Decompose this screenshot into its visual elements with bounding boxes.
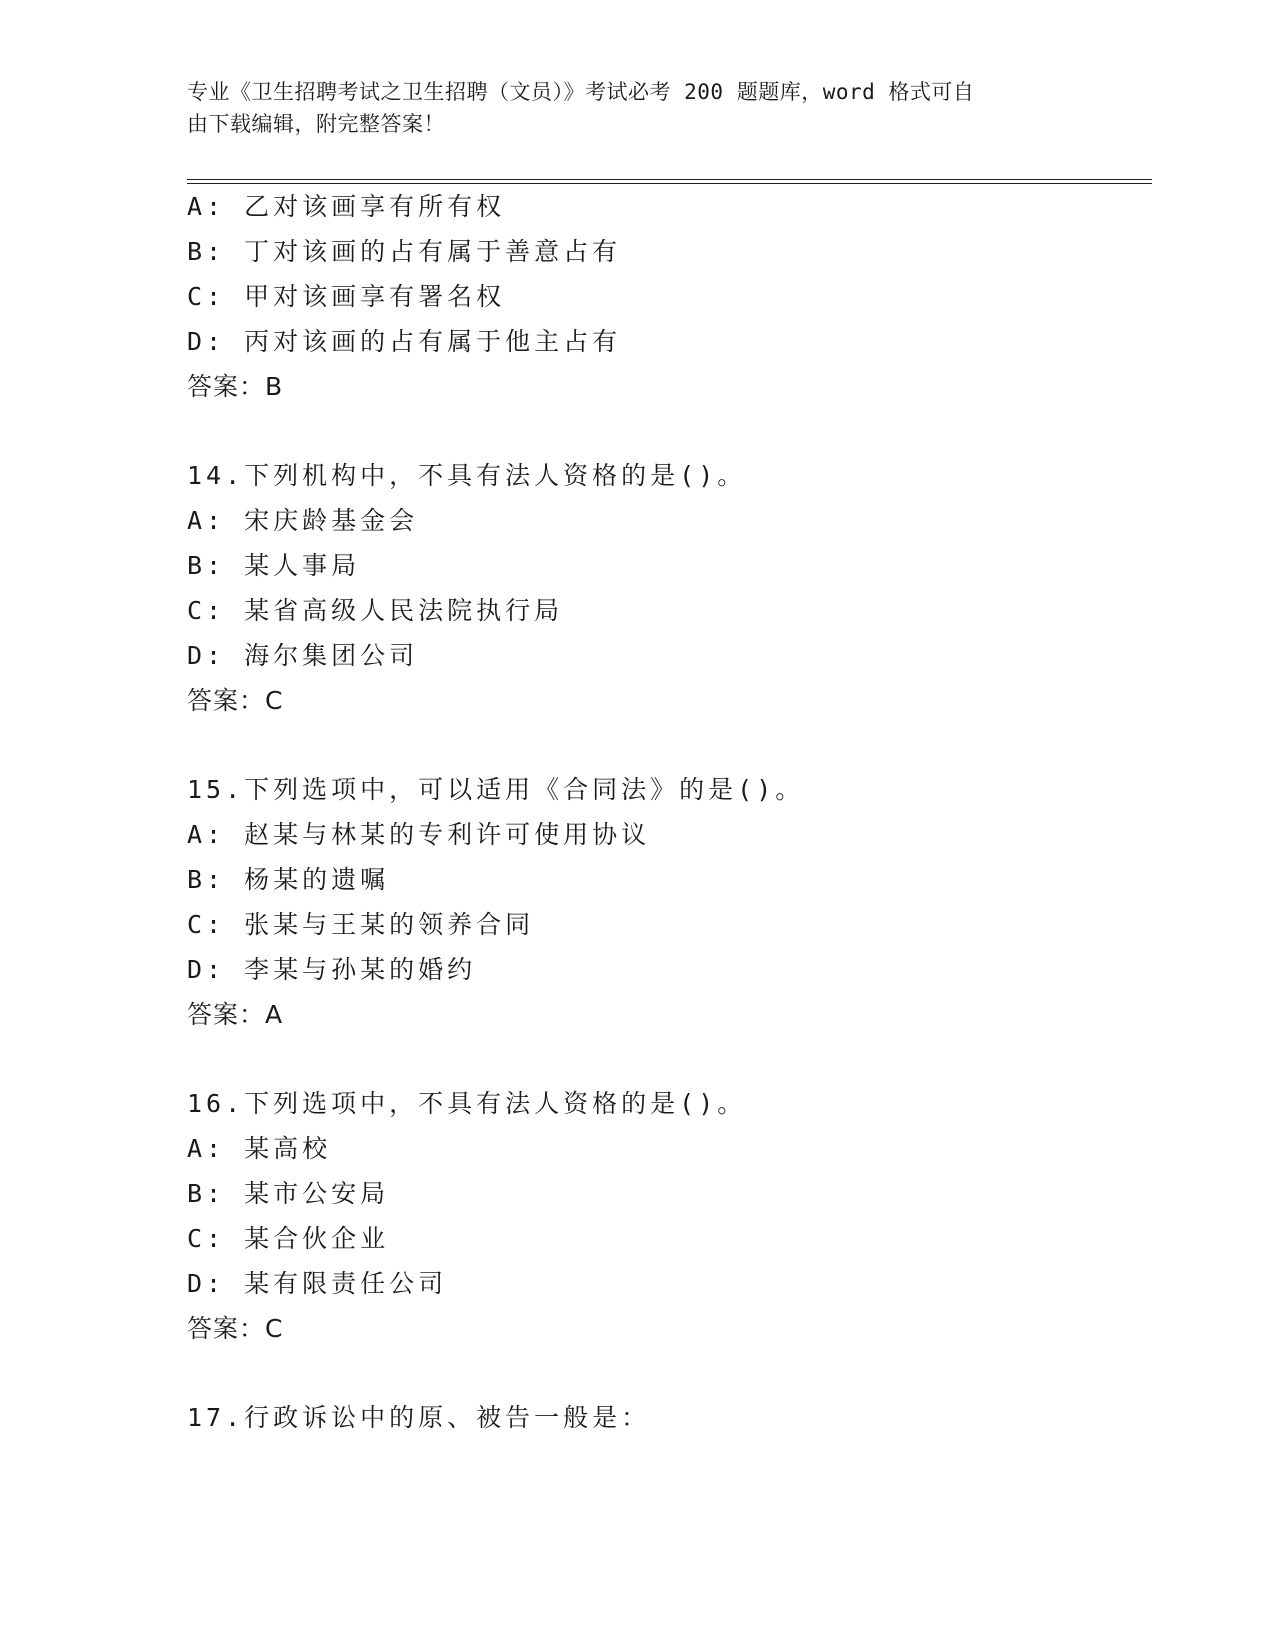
q13-option-d: D: 丙对该画的占有属于他主占有 [187,327,622,356]
q14-option-c: C: 某省高级人民法院执行局 [187,596,564,625]
q15-question: 15.下列选项中，可以适用《合同法》的是()。 [187,775,805,804]
q16-option-a: A: 某高校 [187,1134,332,1163]
q16-option-b: B: 某市公安局 [187,1179,390,1208]
q13-option-a: A: 乙对该画享有所有权 [187,192,506,221]
q16-question: 16.下列选项中，不具有法人资格的是()。 [187,1089,747,1118]
q14-answer: 答案：C [187,686,284,715]
q13-option-b: B: 丁对该画的占有属于善意占有 [187,237,622,266]
q13-option-c: C: 甲对该画享有署名权 [187,282,506,311]
q16-answer: 答案：C [187,1314,284,1343]
header-divider-bottom [187,183,1152,184]
q15-answer: 答案：A [187,1000,284,1029]
header-divider-top [187,179,1152,180]
header-line-2: 由下载编辑，附完整答案！ [187,112,445,136]
q14-option-b: B: 某人事局 [187,551,361,580]
q14-option-d: D: 海尔集团公司 [187,641,419,670]
q15-option-b: B: 杨某的遗嘱 [187,865,390,894]
document-header [187,76,1067,140]
header-line-1: 专业《卫生招聘考试之卫生招聘（文员）》考试必考 200 题题库，word 格式可自 [187,80,975,104]
q13-answer: 答案：B [187,372,284,401]
q14-question: 14.下列机构中，不具有法人资格的是()。 [187,461,747,490]
q15-option-d: D: 李某与孙某的婚约 [187,955,477,984]
q14-option-a: A: 宋庆龄基金会 [187,506,419,535]
q15-option-c: C: 张某与王某的领养合同 [187,910,535,939]
q16-option-d: D: 某有限责任公司 [187,1269,448,1298]
q15-option-a: A: 赵某与林某的专利许可使用协议 [187,820,651,849]
q17-question: 17.行政诉讼中的原、被告一般是： [187,1403,651,1432]
q16-option-c: C: 某合伙企业 [187,1224,390,1253]
